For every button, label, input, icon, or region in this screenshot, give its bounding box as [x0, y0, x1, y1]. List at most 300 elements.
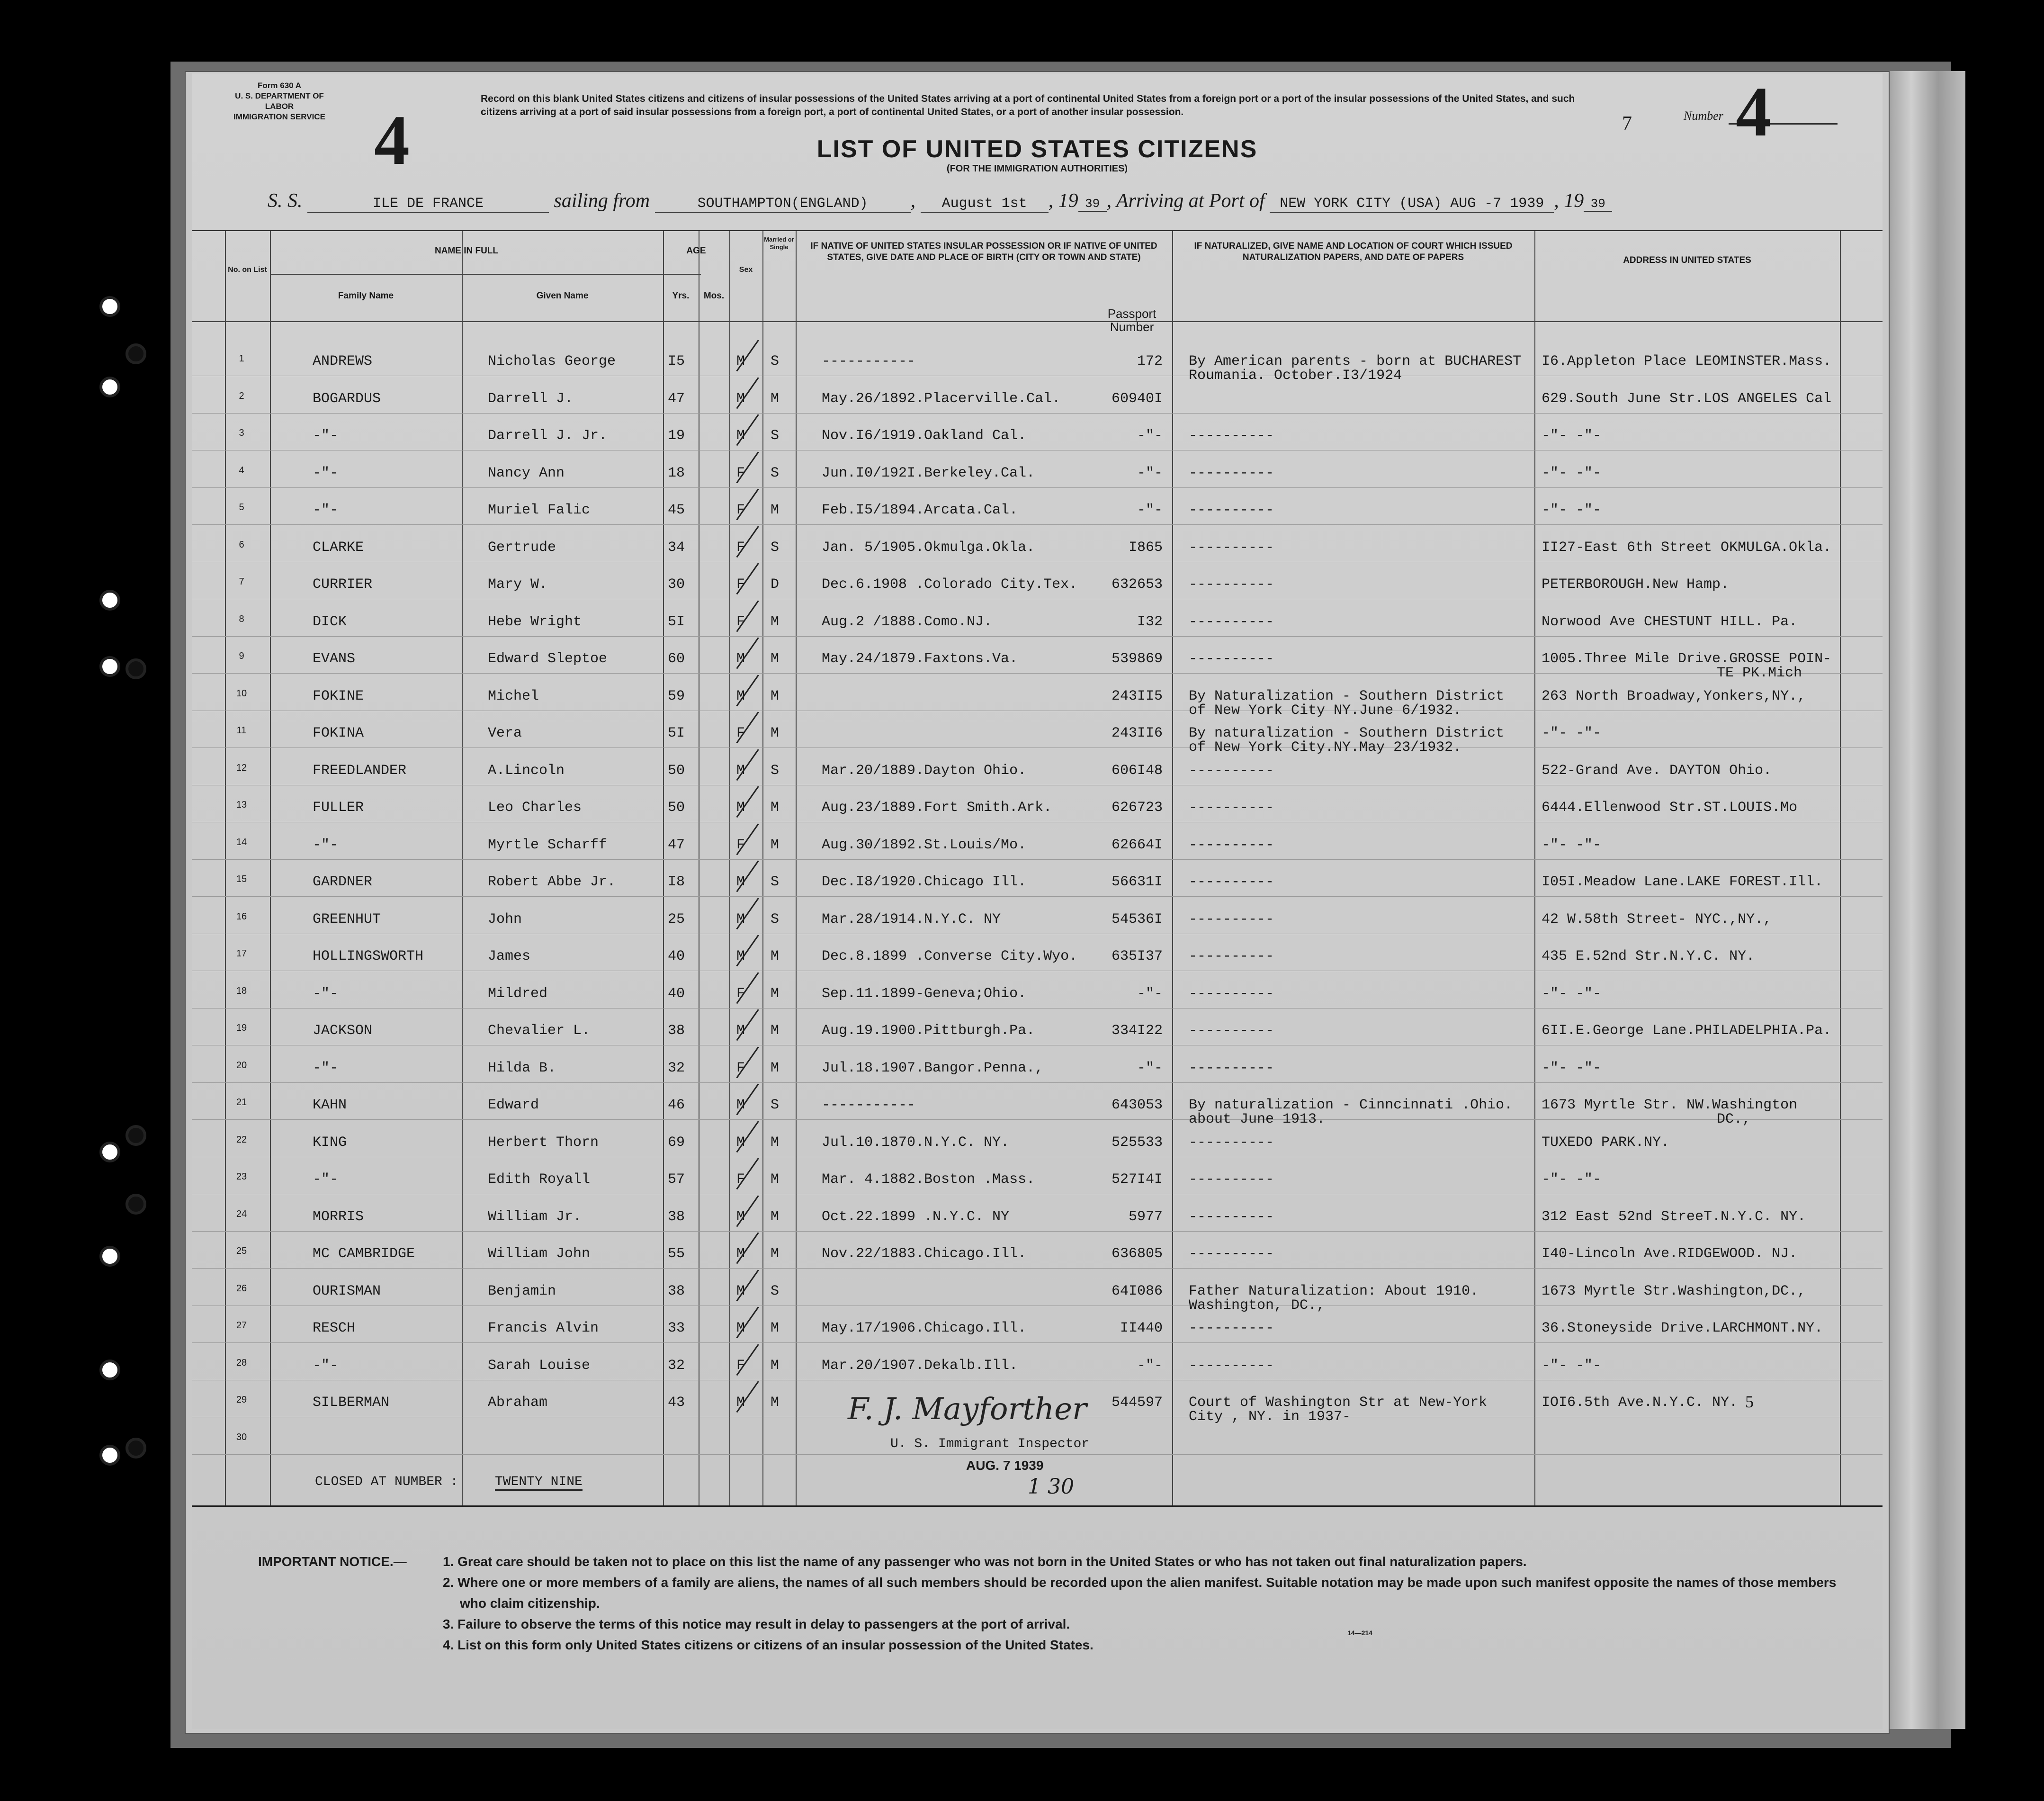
age-years: 50 — [668, 800, 685, 816]
row-divider — [192, 747, 1883, 748]
naturalization-info: ---------- — [1189, 800, 1274, 816]
voyage-line: S. S. ILE DE FRANCE sailing from SOUTHAMPTON(ENGLAND) , August 1st , 19 39 , Arriving at Port of NEW YORK CITY (USA) AUG -7 1939 , 19 39 — [268, 189, 1612, 213]
age-years: 33 — [668, 1320, 685, 1336]
passport-number: 539869 — [1111, 651, 1163, 667]
family-name: HOLLINGSWORTH — [313, 948, 424, 964]
header-name-in-full: NAME IN FULL — [434, 246, 499, 256]
naturalization-info: ---------- — [1189, 1060, 1274, 1076]
age-years: 38 — [668, 1283, 685, 1299]
marital-status: S — [771, 1283, 780, 1299]
row-number: 27 — [236, 1320, 247, 1331]
given-name: Mary W. — [488, 576, 548, 593]
us-address: 6II.E.George Lane.PHILADELPHIA.Pa. — [1542, 1023, 1832, 1039]
naturalization-info: ---------- — [1189, 762, 1274, 779]
us-address: -"- -"- — [1542, 985, 1602, 1002]
sex: F — [736, 1357, 745, 1374]
sex: M — [736, 874, 745, 890]
naturalization-info: By naturalization - Cinncinnati .Ohio. — [1189, 1097, 1513, 1113]
sex: F — [736, 1171, 745, 1188]
naturalization-info: ---------- — [1189, 1208, 1274, 1225]
naturalization-info: ---------- — [1189, 1357, 1274, 1374]
binder-hole — [126, 1194, 146, 1215]
passport-number: 64I086 — [1111, 1283, 1163, 1299]
age-years: 38 — [668, 1023, 685, 1039]
marital-status: S — [771, 874, 780, 890]
us-address: -"- -"- — [1542, 428, 1602, 444]
naturalization-info: ---------- — [1189, 465, 1274, 481]
row-number: 17 — [236, 948, 247, 959]
marital-status: M — [771, 948, 780, 964]
us-address: PETERBOROUGH.New Hamp. — [1542, 576, 1730, 593]
row-number: 6 — [239, 539, 244, 550]
naturalization-info: By Naturalization - Southern District — [1189, 688, 1505, 704]
year-prefix: 19 — [1058, 190, 1078, 212]
row-number: 20 — [236, 1060, 247, 1071]
passport-number: 62664I — [1111, 837, 1163, 853]
row-number: 14 — [236, 837, 247, 847]
birth-date-place: Nov.I6/1919.Oakland Cal. — [822, 428, 1027, 444]
family-name: MC CAMBRIDGE — [313, 1246, 415, 1262]
header-sex: Sex — [739, 266, 753, 274]
age-years: 50 — [668, 762, 685, 779]
age-years: 18 — [668, 465, 685, 481]
family-name: MORRIS — [313, 1208, 364, 1225]
row-number: 9 — [239, 651, 244, 661]
marital-status: M — [771, 1208, 780, 1225]
given-name: John — [488, 911, 522, 928]
sex: M — [736, 1134, 745, 1151]
passport-number: 56631I — [1111, 874, 1163, 890]
sex: F — [736, 985, 745, 1002]
naturalization-info: By naturalization - Southern District — [1189, 725, 1505, 741]
sex: M — [736, 651, 745, 667]
row-divider — [192, 413, 1883, 414]
header-mos: Mos. — [703, 291, 725, 301]
naturalization-info: ---------- — [1189, 911, 1274, 928]
notice-label: IMPORTANT NOTICE.— — [258, 1554, 407, 1569]
birth-date-place: Nov.22/1883.Chicago.Ill. — [822, 1246, 1027, 1262]
department-name: U. S. DEPARTMENT OF LABOR — [235, 91, 324, 111]
handwritten-seven: 7 — [1622, 113, 1632, 135]
header-given-name: Given Name — [536, 291, 589, 301]
given-name: Michel — [488, 688, 539, 704]
marital-status: M — [771, 1246, 780, 1262]
row-divider — [192, 636, 1883, 637]
given-name: Edward Sleptoe — [488, 651, 608, 667]
form-instructions: Record on this blank United States citizens and citizens of insular possessions of the United States arriving at a port of continental United States from a foreign port or a port of the insular possessions of the United States, and such citizens arriving at a port of said insular possessions from a foreign port, a port of continental United States, or a port of another insular possession. — [481, 93, 1575, 117]
birth-date-place: ----------- — [822, 1097, 916, 1113]
birth-date-place: Jul.18.1907.Bangor.Penna., — [822, 1060, 1044, 1076]
row-number: 21 — [236, 1097, 247, 1108]
age-years: I8 — [668, 874, 685, 890]
passport-number: 243II6 — [1111, 725, 1163, 741]
binder-hole — [99, 1445, 120, 1466]
us-address: 6444.Ellenwood Str.ST.LOUIS.Mo — [1542, 800, 1798, 816]
passport-number: 54536I — [1111, 911, 1163, 928]
passport-number: -"- — [1137, 1357, 1163, 1374]
family-name: SILBERMAN — [313, 1395, 390, 1411]
us-address: 629.South June Str.LOS ANGELES Cal — [1542, 390, 1832, 407]
passport-number: -"- — [1137, 502, 1163, 518]
family-name: -"- — [313, 502, 339, 518]
row-number: 3 — [239, 428, 244, 438]
arrival-port: NEW YORK CITY (USA) AUG -7 1939 — [1270, 196, 1554, 213]
row-number: 29 — [236, 1395, 247, 1405]
sailing-label: sailing from — [554, 190, 650, 212]
row-number: 28 — [236, 1357, 247, 1368]
passport-number: -"- — [1137, 1060, 1163, 1076]
birth-date-place: May.24/1879.Faxtons.Va. — [822, 651, 1018, 667]
age-years: 5I — [668, 725, 685, 741]
naturalization-info: ---------- — [1189, 651, 1274, 667]
row-divider — [192, 673, 1883, 674]
family-name: -"- — [313, 1060, 339, 1076]
age-years: 55 — [668, 1246, 685, 1262]
family-name: KAHN — [313, 1097, 347, 1113]
binder-hole — [99, 296, 120, 317]
age-years: 32 — [668, 1060, 685, 1076]
given-name: Nancy Ann — [488, 465, 565, 481]
family-name: FREEDLANDER — [313, 762, 407, 779]
marital-status: M — [771, 837, 780, 853]
age-years: 25 — [668, 911, 685, 928]
number-label: Number — [1684, 109, 1723, 123]
us-address: I05I.Meadow Lane.LAKE FOREST.Ill. — [1542, 874, 1823, 890]
year2-prefix: 19 — [1564, 190, 1584, 212]
marital-status: M — [771, 1023, 780, 1039]
family-name: -"- — [313, 1171, 339, 1188]
binder-hole — [126, 1125, 146, 1146]
passport-number: 606I48 — [1111, 762, 1163, 779]
marital-status: S — [771, 353, 780, 369]
arriving-label: Arriving at Port of — [1116, 190, 1265, 212]
ss-label: S. S. — [268, 190, 303, 212]
naturalization-info-cont: of New York City.NY.May 23/1932. — [1189, 739, 1462, 756]
given-name: Edward — [488, 1097, 539, 1113]
birth-date-place: Dec.I8/1920.Chicago Ill. — [822, 874, 1027, 890]
row-divider — [192, 1268, 1883, 1269]
us-address: Norwood Ave CHESTUNT HILL. Pa. — [1542, 613, 1798, 630]
header-address: ADDRESS IN UNITED STATES — [1623, 255, 1751, 265]
passport-number: 172 — [1137, 353, 1163, 369]
age-years: 32 — [668, 1357, 685, 1374]
marital-status: M — [771, 1060, 780, 1076]
birth-date-place: Mar.20/1907.Dekalb.Ill. — [822, 1357, 1018, 1374]
print-code: 14—214 — [1347, 1629, 1372, 1637]
row-divider — [192, 1231, 1883, 1232]
naturalization-info-cont: Roumania. October.I3/1924 — [1189, 368, 1402, 384]
birth-date-place: Dec.8.1899 .Converse City.Wyo. — [822, 948, 1078, 964]
birth-date-place: May.26/1892.Placerville.Cal. — [822, 390, 1061, 407]
row-divider — [192, 1119, 1883, 1120]
family-name: KING — [313, 1134, 347, 1151]
birth-date-place: Aug.23/1889.Fort Smith.Ark. — [822, 800, 1052, 816]
us-address: -"- -"- — [1542, 1171, 1602, 1188]
form-title: LIST OF UNITED STATES CITIZENS — [816, 135, 1258, 163]
binder-hole — [99, 1246, 120, 1267]
notice-item: 3. Failure to observe the terms of this notice may result in delay to passengers at the port of arrival. — [443, 1617, 1070, 1631]
form-number: Form 630 A — [258, 81, 301, 90]
sex: M — [736, 390, 745, 407]
us-address: 36.Stoneyside Drive.LARCHMONT.NY. — [1542, 1320, 1823, 1336]
sex: M — [736, 800, 745, 816]
naturalization-info: Court of Washington Str at New-York — [1189, 1395, 1488, 1411]
page-mark: 5 — [1745, 1392, 1754, 1411]
row-divider — [192, 1082, 1883, 1083]
marital-status: M — [771, 502, 780, 518]
ship-name: ILE DE FRANCE — [307, 196, 549, 213]
inspector-signature: F. J. Mayforther — [848, 1392, 1087, 1427]
sex: F — [736, 725, 745, 741]
sex: M — [736, 428, 745, 444]
marital-status: S — [771, 465, 780, 481]
passport-number: 5977 — [1128, 1208, 1163, 1225]
naturalization-info: ---------- — [1189, 1320, 1274, 1336]
closed-value: TWENTY NINE — [495, 1475, 583, 1491]
birth-date-place: Oct.22.1899 .N.Y.C. NY — [822, 1208, 1010, 1225]
us-address: 312 East 52nd StreeT.N.Y.C. NY. — [1542, 1208, 1806, 1225]
birth-date-place: Jan. 5/1905.Okmulga.Okla. — [822, 539, 1035, 556]
family-name: FOKINE — [313, 688, 364, 704]
family-name: EVANS — [313, 651, 356, 667]
row-number: 2 — [239, 390, 244, 401]
handwritten-list-number: 4 — [1736, 72, 1771, 151]
us-address: 522-Grand Ave. DAYTON Ohio. — [1542, 762, 1772, 779]
given-name: Hilda B. — [488, 1060, 556, 1076]
passport-number: 635I37 — [1111, 948, 1163, 964]
sex: M — [736, 1208, 745, 1225]
us-address-cont: DC., — [1717, 1111, 1751, 1127]
us-address: -"- -"- — [1542, 465, 1602, 481]
given-name: Robert Abbe Jr. — [488, 874, 616, 890]
row-number: 23 — [236, 1171, 247, 1182]
us-address: I40-Lincoln Ave.RIDGEWOOD. NJ. — [1542, 1246, 1798, 1262]
sex: M — [736, 1320, 745, 1336]
us-address: -"- -"- — [1542, 1357, 1602, 1374]
birth-date-place: May.17/1906.Chicago.Ill. — [822, 1320, 1027, 1336]
header-age: AGE — [686, 246, 706, 256]
row-number: 30 — [236, 1432, 247, 1442]
passport-number: 626723 — [1111, 800, 1163, 816]
birth-date-place: Mar.20/1889.Dayton Ohio. — [822, 762, 1027, 779]
age-years: 47 — [668, 390, 685, 407]
family-name: -"- — [313, 428, 339, 444]
document-page — [185, 71, 1890, 1734]
inspector-label: U. S. Immigrant Inspector — [890, 1437, 1090, 1451]
birth-date-place: Aug.30/1892.St.Louis/Mo. — [822, 837, 1027, 853]
given-name: Leo Charles — [488, 800, 582, 816]
sex: M — [736, 911, 745, 928]
family-name: RESCH — [313, 1320, 356, 1336]
marital-status: S — [771, 539, 780, 556]
row-divider — [192, 1454, 1883, 1455]
us-address: IOI6.5th Ave.N.Y.C. NY. — [1542, 1395, 1738, 1411]
naturalization-info: ---------- — [1189, 837, 1274, 853]
naturalization-info: ---------- — [1189, 576, 1274, 593]
marital-status: D — [771, 576, 780, 593]
given-name: Muriel Falic — [488, 502, 591, 518]
binder-hole — [126, 658, 146, 679]
marital-status: M — [771, 1395, 780, 1411]
marital-status: S — [771, 428, 780, 444]
given-name: Hebe Wright — [488, 613, 582, 630]
family-name: GARDNER — [313, 874, 373, 890]
row-divider — [192, 896, 1883, 897]
family-name: GREENHUT — [313, 911, 381, 928]
row-number: 22 — [236, 1134, 247, 1145]
marital-status: M — [771, 651, 780, 667]
sex: M — [736, 1246, 745, 1262]
birth-date-place: ----------- — [822, 353, 916, 369]
row-number: 26 — [236, 1283, 247, 1294]
age-years: 47 — [668, 837, 685, 853]
family-name: -"- — [313, 465, 339, 481]
us-address: 1005.Three Mile Drive.GROSSE POIN- — [1542, 651, 1832, 667]
age-years: 30 — [668, 576, 685, 593]
given-name: A.Lincoln — [488, 762, 565, 779]
family-name: JACKSON — [313, 1023, 373, 1039]
given-name: Darrell J. — [488, 390, 574, 407]
family-name: CLARKE — [313, 539, 364, 556]
row-number: 5 — [239, 502, 244, 513]
row-number: 13 — [236, 800, 247, 810]
marital-status: M — [771, 390, 780, 407]
passport-number: 544597 — [1111, 1395, 1163, 1411]
marital-status: M — [771, 800, 780, 816]
sex: F — [736, 576, 745, 593]
marital-status: M — [771, 985, 780, 1002]
notice-item: 2. Where one or more members of a family are aliens, the names of all such members should be recorded upon the alien manifest. Suitable notation may be made upon such manifest opposite the names of those members who claim citizenship. — [443, 1575, 1837, 1611]
birth-date-place: Jun.I0/192I.Berkeley.Cal. — [822, 465, 1035, 481]
sex: F — [736, 465, 745, 481]
passport-number: 525533 — [1111, 1134, 1163, 1151]
us-address: 1673 Myrtle Str.Washington,DC., — [1542, 1283, 1806, 1299]
binder-hole — [126, 1438, 146, 1459]
family-name: ANDREWS — [313, 353, 373, 369]
row-number: 19 — [236, 1023, 247, 1033]
notice-item: 4. List on this form only United States citizens or citizens of an insular possession of the United States. — [443, 1638, 1094, 1652]
naturalization-info: By American parents - born at BUCHAREST — [1189, 353, 1522, 369]
us-address: TUXEDO PARK.NY. — [1542, 1134, 1670, 1151]
naturalization-info: ---------- — [1189, 985, 1274, 1002]
passport-number: 334I22 — [1111, 1023, 1163, 1039]
age-years: 59 — [668, 688, 685, 704]
family-name: DICK — [313, 613, 347, 630]
us-address-cont: TE PK.Mich — [1717, 665, 1802, 681]
naturalization-info: ---------- — [1189, 1171, 1274, 1188]
given-name: Sarah Louise — [488, 1357, 591, 1374]
sex: F — [736, 837, 745, 853]
naturalization-info: Father Naturalization: About 1910. — [1189, 1283, 1479, 1299]
age-years: 19 — [668, 428, 685, 444]
row-number: 8 — [239, 613, 244, 624]
header-naturalized: IF NATURALIZED, GIVE NAME AND LOCATION OF COURT WHICH ISSUED NATURALIZATION PAPERS, AND DATE OF PAPERS — [1194, 241, 1513, 262]
row-number: 11 — [236, 725, 247, 736]
row-number: 10 — [236, 688, 247, 699]
passport-label: Passport Number — [1107, 306, 1156, 334]
us-address: 435 E.52nd Str.N.Y.C. NY. — [1542, 948, 1755, 964]
binder-hole — [99, 1360, 120, 1380]
header-no-on-list: No. on List — [228, 266, 267, 274]
naturalization-info: ---------- — [1189, 539, 1274, 556]
handwritten-fraction: 1 30 — [1028, 1475, 1074, 1499]
us-address: 42 W.58th Street- NYC.,NY., — [1542, 911, 1772, 928]
passport-number: 636805 — [1111, 1246, 1163, 1262]
sex: F — [736, 613, 745, 630]
passport-number: -"- — [1137, 428, 1163, 444]
passport-number: II440 — [1120, 1320, 1163, 1336]
row-divider — [192, 859, 1883, 860]
passport-number: -"- — [1137, 985, 1163, 1002]
birth-date-place: Mar. 4.1882.Boston .Mass. — [822, 1171, 1035, 1188]
sex: M — [736, 1395, 745, 1411]
header-birth: IF NATIVE OF UNITED STATES INSULAR POSSESSION OR IF NATIVE OF UNITED STATES, GIVE DATE AND PLACE OF BIRTH (CITY OR TOWN AND STATE) — [810, 241, 1157, 262]
given-name: James — [488, 948, 531, 964]
birth-date-place: Jul.10.1870.N.Y.C. NY. — [822, 1134, 1010, 1151]
binder-hole — [99, 377, 120, 397]
sex: F — [736, 502, 745, 518]
row-number: 7 — [239, 576, 244, 587]
age-years: I5 — [668, 353, 685, 369]
naturalization-info: ---------- — [1189, 502, 1274, 518]
given-name: Myrtle Scharff — [488, 837, 608, 853]
us-address: -"- -"- — [1542, 725, 1602, 741]
age-years: 40 — [668, 948, 685, 964]
sex: M — [736, 948, 745, 964]
given-name: Edith Royall — [488, 1171, 591, 1188]
marital-status: M — [771, 1357, 780, 1374]
row-number: 25 — [236, 1246, 247, 1256]
form-subtitle: (FOR THE IMMIGRATION AUTHORITIES) — [946, 163, 1128, 174]
notice-items — [443, 1551, 1840, 1656]
us-address: I6.Appleton Place LEOMINSTER.Mass. — [1542, 353, 1832, 369]
family-name: -"- — [313, 985, 339, 1002]
passport-number: -"- — [1137, 465, 1163, 481]
age-years: 34 — [668, 539, 685, 556]
header-family-name: Family Name — [338, 291, 394, 301]
sex: M — [736, 688, 745, 704]
family-name: FULLER — [313, 800, 364, 816]
form-sheet — [192, 73, 1883, 1729]
service-name: IMMIGRATION SERVICE — [233, 112, 325, 121]
form-identifier — [220, 81, 339, 122]
age-years: 45 — [668, 502, 685, 518]
row-number: 18 — [236, 985, 247, 996]
us-address: 263 North Broadway,Yonkers,NY., — [1542, 688, 1806, 704]
sex: M — [736, 1283, 745, 1299]
family-name: BOGARDUS — [313, 390, 381, 407]
handwritten-sheet-number: 4 — [374, 101, 410, 180]
passport-number: 527I4I — [1111, 1171, 1163, 1188]
sex: M — [736, 353, 745, 369]
arrival-stamp: AUG. 7 1939 — [966, 1458, 1044, 1473]
given-name: Benjamin — [488, 1283, 556, 1299]
given-name: Mildred — [488, 985, 548, 1002]
year2-suffix: 39 — [1584, 197, 1612, 212]
passport-number: I32 — [1137, 613, 1163, 630]
naturalization-info: ---------- — [1189, 428, 1274, 444]
row-number: 16 — [236, 911, 247, 922]
sex: F — [736, 1060, 745, 1076]
passport-number: I865 — [1128, 539, 1163, 556]
family-name: FOKINA — [313, 725, 364, 741]
naturalization-info: ---------- — [1189, 948, 1274, 964]
given-name: Herbert Thorn — [488, 1134, 599, 1151]
marital-status: M — [771, 1320, 780, 1336]
row-divider — [192, 487, 1883, 488]
family-name: -"- — [313, 1357, 339, 1374]
naturalization-info-cont: of New York City NY.June 6/1932. — [1189, 702, 1462, 719]
